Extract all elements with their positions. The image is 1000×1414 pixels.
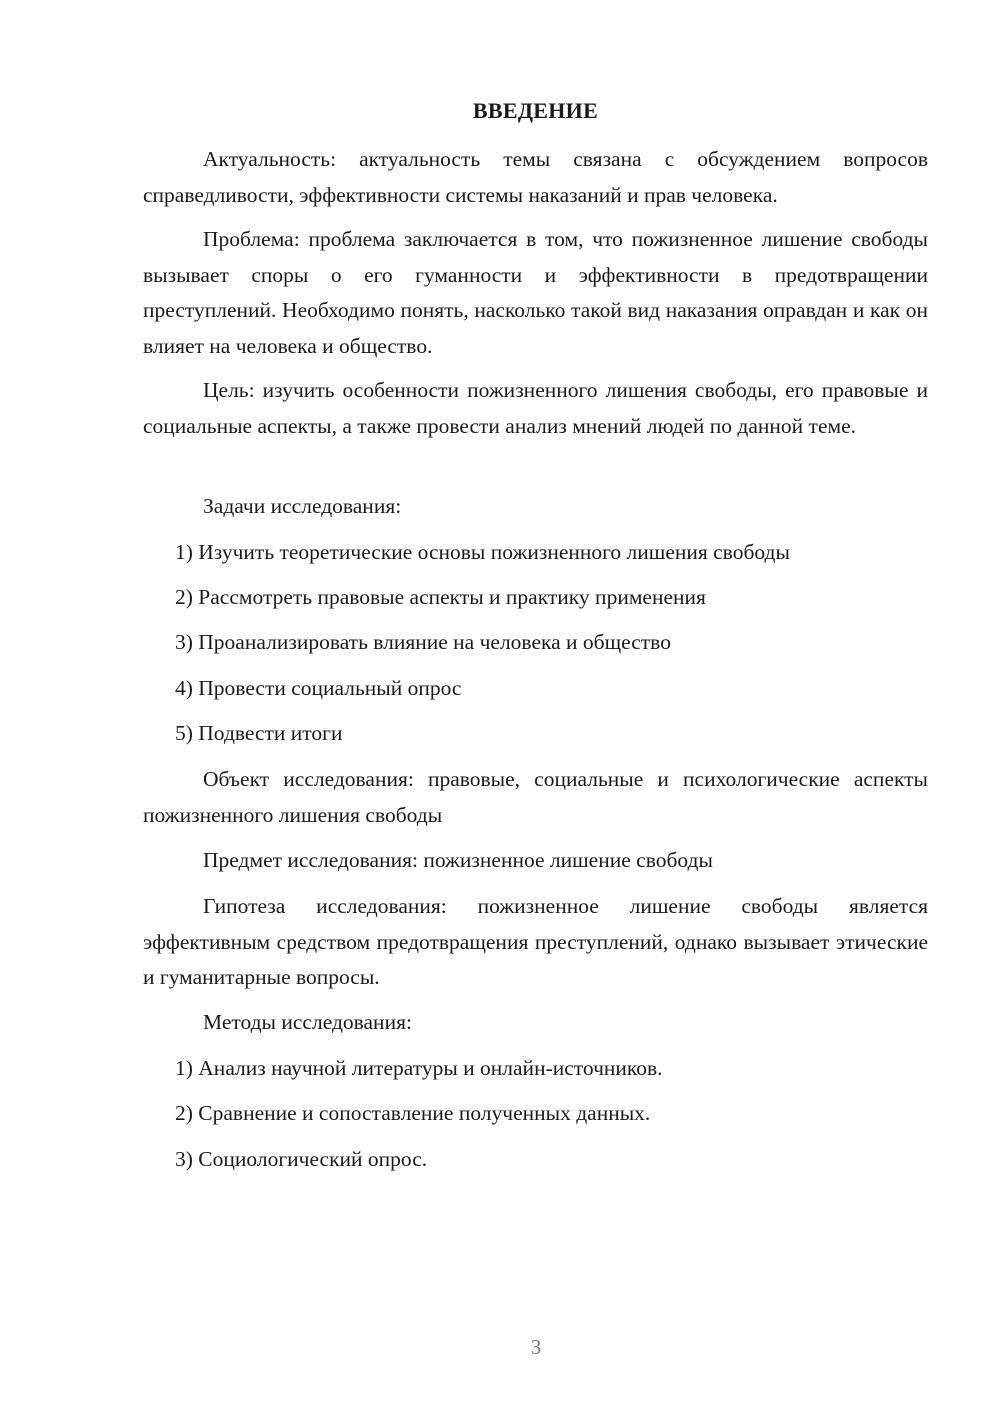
task-item: 1) Изучить теоретические основы пожизненного лишения свободы (175, 540, 790, 564)
problem-paragraph: Проблема: проблема заключается в том, что пожизненное лишение свободы вызывает споры о его гуманности и эффективности в предотвращении преступлений. Необходимо понять, насколько такой вид наказания оправдан и как он влияет на человека и общество. (143, 227, 928, 358)
task-item: 5) Подвести итоги (175, 721, 343, 745)
method-item: 2) Сравнение и сопоставление полученных данных. (175, 1101, 651, 1125)
task-item: 3) Проанализировать влияние на человека и общество (175, 630, 671, 654)
page-title: ВВЕДЕНИЕ (472, 98, 599, 123)
methods-heading: Методы исследования: (203, 1010, 412, 1034)
method-item: 3) Социологический опрос. (175, 1147, 428, 1171)
goal-paragraph: Цель: изучить особенности пожизненного лишения свободы, его правовые и социальные аспекты, а также провести анализ мнений людей по данной теме. (143, 378, 928, 438)
task-item: 4) Провести социальный опрос (175, 676, 462, 700)
subject-paragraph: Предмет исследования: пожизненное лишение свободы (203, 848, 713, 872)
tasks-heading: Задачи исследования: (203, 494, 402, 518)
hypothesis-paragraph: Гипотеза исследования: пожизненное лишение свободы является эффективным средством предотвращения преступлений, однако вызывает этические и гуманитарные вопросы. (143, 894, 928, 989)
method-item: 1) Анализ научной литературы и онлайн-источников. (175, 1056, 663, 1080)
page-number: 3 (530, 1335, 542, 1359)
task-item: 2) Рассмотреть правовые аспекты и практику применения (175, 585, 706, 609)
relevance-paragraph: Актуальность: актуальность темы связана с обсуждением вопросов справедливости, эффективности системы наказаний и прав человека. (143, 147, 928, 207)
object-paragraph: Объект исследования: правовые, социальные и психологические аспекты пожизненного лишения свободы (143, 767, 928, 827)
